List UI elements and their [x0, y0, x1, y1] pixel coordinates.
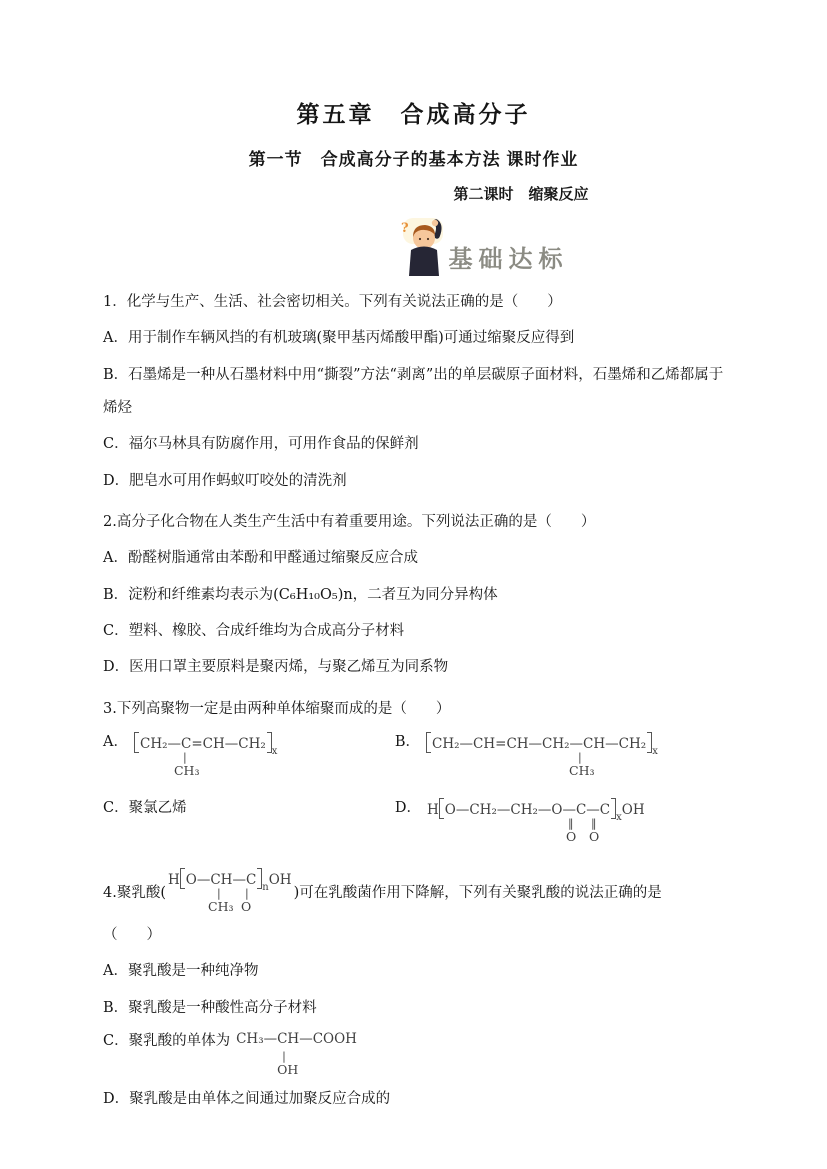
doc-subtitle: 第一节 合成高分子的基本方法 课时作业 [248, 150, 579, 169]
section-badge [170, 216, 791, 278]
single-bond-icon: | [245, 887, 248, 901]
question-2 [103, 506, 724, 685]
q2-stem: 2.高分子化合物在人类生产生活中有着重要用途。下列说法正确的是（ ） [103, 514, 596, 531]
polymer-index: x [616, 812, 622, 824]
polylactic-acid-structure [168, 866, 292, 916]
lactic-acid-structure [236, 1031, 357, 1080]
q2-option-a: A．酚醛树脂通常由苯酚和甲醛通过缩聚反应合成 [103, 550, 418, 567]
polymer-bracket-left [426, 732, 431, 753]
q3-option-d [395, 798, 724, 858]
polymer-index: x [652, 746, 658, 758]
session-title: 第二课时 缩聚反应 [453, 186, 589, 203]
polymer-structure-b [426, 732, 658, 792]
q1-stem: 1．化学与生产、生活、社会密切相关。下列有关说法正确的是（ ） [103, 294, 562, 310]
single-bond-icon: | [282, 1050, 285, 1064]
chain-text: CH₂—C=CH—CH₂ [139, 736, 266, 753]
polymer-index: x [271, 746, 278, 758]
q3-option-d-label: D． [394, 800, 421, 817]
badge-label: 基础达标 [448, 244, 569, 273]
polymer-bracket-left [134, 732, 139, 753]
polymer-bracket-left [439, 798, 444, 819]
single-bond-icon: | [578, 751, 581, 765]
chain-text: O—CH—C [185, 872, 257, 889]
oxygen-label: O [589, 829, 600, 845]
double-bond-icon: ‖ [591, 817, 596, 831]
hydroxyl-label: OH [277, 1062, 299, 1078]
q3-option-b [395, 732, 724, 792]
q4-option-c [103, 1031, 724, 1080]
oxygen-label: O [241, 899, 252, 915]
substituent-label: CH₃ [173, 763, 200, 779]
polymer-bracket-left [180, 868, 185, 889]
q4-stem-parens: （ ） [103, 927, 161, 944]
q2-option-d: D．医用口罩主要原料是聚丙烯，与聚乙烯互为同系物 [103, 659, 449, 676]
q3-options-row-2 [103, 798, 724, 858]
q1-option-a: A．用于制作车辆风挡的有机玻璃(聚甲基丙烯酸甲酯)可通过缩聚反应得到 [103, 330, 575, 347]
question-4 [103, 866, 724, 1116]
q4-option-c-label: C．聚乳酸的单体为 [103, 1033, 231, 1050]
q4-stem-post: )可在乳酸菌作用下降解，下列有关聚乳酸的说法正确的是 [293, 884, 662, 901]
q4-option-b: B．聚乳酸是一种酸性高分子材料 [103, 999, 317, 1016]
substituent-label: CH₃ [208, 899, 234, 915]
question-3 [103, 693, 724, 858]
pre-text: H [168, 872, 180, 889]
single-bond-icon: | [182, 751, 186, 765]
q3-option-a [103, 732, 395, 792]
q1-option-c: C．福尔马林具有防腐作用，可用作食品的保鲜剂 [103, 436, 419, 453]
q3-options-row-1 [103, 732, 724, 792]
q4-stem-pre: 4.聚乳酸( [103, 884, 166, 901]
single-bond-icon: | [217, 887, 220, 901]
post-text: OH [621, 802, 645, 819]
q1-option-d: D．肥皂水可用作蚂蚁叮咬处的清洗剂 [103, 472, 347, 489]
question-mark-icon: ? [400, 221, 409, 236]
double-bond-icon: ‖ [568, 817, 573, 831]
thinking-boy-icon [393, 216, 449, 278]
pre-text: H [427, 802, 439, 819]
q1-option-b: B．石墨烯是一种从石墨材料中用“撕裂”方法“剥离”出的单层碳原子面材料，石墨烯和乙烯都属于烯烃 [103, 366, 724, 417]
q2-option-c: C．塑料、橡胶、合成纤维均为合成高分子材料 [103, 623, 405, 640]
question-1 [103, 286, 724, 498]
polymer-structure-a [134, 732, 277, 792]
chain-text: CH₂—CH=CH—CH₂—CH—CH₂ [432, 736, 647, 753]
q4-option-a: A．聚乳酸是一种纯净物 [103, 963, 259, 980]
polymer-index: n [262, 882, 269, 894]
substituent-label: CH₃ [569, 763, 595, 779]
q3-option-c-text: C．聚氯乙烯 [103, 800, 187, 817]
q4-option-d: D．聚乳酸是由单体之间通过加聚反应合成的 [103, 1091, 391, 1108]
chain-text: O—CH₂—CH₂—O—C—C [444, 802, 611, 819]
q3-option-b-label: B． [394, 734, 421, 751]
q2-option-b: B．淀粉和纤维素均表示为(C₆H₁₀O₅)n，二者互为同分异构体 [103, 586, 498, 603]
q4-stem [103, 866, 724, 916]
q3-option-a-label: A． [103, 734, 128, 751]
chain-text: CH₃—CH—COOH [236, 1031, 357, 1048]
q3-stem: 3.下列高聚物一定是由两种单体缩聚而成的是（ ） [103, 700, 451, 717]
post-text: OH [268, 872, 292, 889]
oxygen-label: O [566, 829, 577, 845]
polymer-structure-d [427, 798, 645, 858]
doc-title: 第五章 合成高分子 [296, 101, 531, 127]
q3-option-c [103, 798, 395, 818]
